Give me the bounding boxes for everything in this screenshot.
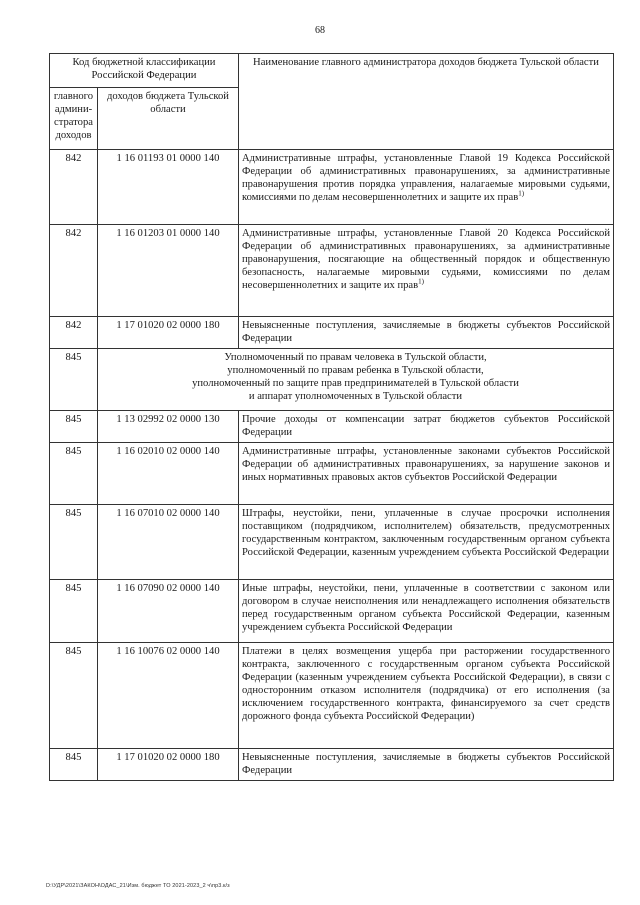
admin-code: 845 [50,580,98,643]
revenue-description: Невыясненные поступления, зачисляемые в бюджеты субъектов Российской Федерации [239,317,614,349]
revenue-description: Невыясненные поступления, зачисляемые в бюджеты субъектов Российской Федерации [239,749,614,781]
description-text: Административные штрафы, установленные Главой 19 Кодекса Российской Федерации об административных правонарушениях, за административные правонарушения против порядка управления, налагаемые мировыми судьями, комиссиями по делам несовершеннолетних и защите их прав [242,153,610,203]
table-row [50,749,614,781]
admin-code: 842 [50,317,98,349]
admin-code: 845 [50,505,98,580]
organization-line: Уполномоченный по правам человека в Тульской области, [224,352,487,363]
footnote-mark: 1) [418,277,424,286]
admin-code: 845 [50,443,98,505]
description-text: Административные штрафы, установленные Главой 20 Кодекса Российской Федерации об административных правонарушениях, за административные правонарушения, посягающие на общественный порядок и общественную безопасность, налагаемые мировыми судьями, комиссиями по делам несовершеннолетних и защите их прав [242,228,610,291]
budget-code: 1 13 02992 02 0000 130 [98,411,239,443]
revenue-description: Административные штрафы, установленные законами субъектов Российской Федерации об административных правонарушениях, за нарушение законов и иных нормативных правовых актов субъектов Российской Федерации [239,443,614,505]
organization-name [98,349,614,411]
revenue-description: Платежи в целях возмещения ущерба при расторжении государственного контракта, заключенного с государственным органом субъекта Российской Федерации (казенным учреждением субъекта Российской Федерации), в связи с односторонним отказом исполнителя (подрядчика) от его исполнения (за исключением государственного контракта, финансируемого за счет средств дорожного фонда субъекта Российской Федерации) [239,643,614,749]
table-row [50,150,614,225]
table-row [50,643,614,749]
revenue-description [239,150,614,225]
revenue-description [239,225,614,317]
budget-code: 1 16 07010 02 0000 140 [98,505,239,580]
table-row [50,411,614,443]
file-path-footer: D:\УДР\2021\ЗАКОН\ОДАС_21\Изм. бюджет ТО 2021-2023_2 ч\пр3.к/з [46,883,230,889]
organization-line: уполномоченный по защите прав предпринимателей в Тульской области [192,378,519,389]
revenue-description: Иные штрафы, неустойки, пени, уплаченные в соответствии с законом или договором в случае неисполнения или ненадлежащего исполнения обязательств перед государственным органом субъекта Российской Федерации, казенным учреждением субъекта Российской Федерации [239,580,614,643]
budget-code: 1 17 01020 02 0000 180 [98,317,239,349]
footnote-mark: 1) [518,189,525,198]
admin-code: 845 [50,749,98,781]
table-row [50,505,614,580]
revenue-description: Прочие доходы от компенсации затрат бюджетов субъектов Российской Федерации [239,411,614,443]
budget-code: 1 16 10076 02 0000 140 [98,643,239,749]
admin-code: 845 [50,411,98,443]
table-row [50,317,614,349]
revenue-admin-table [49,53,614,781]
organization-line: уполномоченный по правам ребенка в Тульской области, [227,365,484,376]
table-header-row [50,54,614,88]
admin-code: 842 [50,225,98,317]
header-code-group: Код бюджетной классификации Российской Федерации [50,54,239,88]
page-number: 68 [315,25,325,36]
table-row [50,443,614,505]
header-name-group: Наименование главного администратора доходов бюджета Тульской области [239,54,614,150]
admin-code: 845 [50,643,98,749]
organization-line: и аппарат уполномоченных в Тульской области [248,391,463,402]
table-row [50,580,614,643]
header-admin-col: главного админи-стратора доходов [50,88,98,150]
header-revenue-col: доходов бюджета Тульской области [98,88,239,150]
budget-code: 1 16 02010 02 0000 140 [98,443,239,505]
budget-code: 1 17 01020 02 0000 180 [98,749,239,781]
budget-code: 1 16 07090 02 0000 140 [98,580,239,643]
admin-code: 845 [50,349,98,411]
budget-code: 1 16 01203 01 0000 140 [98,225,239,317]
revenue-description: Штрафы, неустойки, пени, уплаченные в случае просрочки исполнения поставщиком (подрядчиком, исполнителем) обязательств, предусмотренных государственным контрактом, заключенным государственным органом субъекта Российской Федерации, казенным учреждением субъекта Российской Федерации [239,505,614,580]
table-row [50,225,614,317]
budget-code: 1 16 01193 01 0000 140 [98,150,239,225]
admin-code: 842 [50,150,98,225]
organization-row [50,349,614,411]
